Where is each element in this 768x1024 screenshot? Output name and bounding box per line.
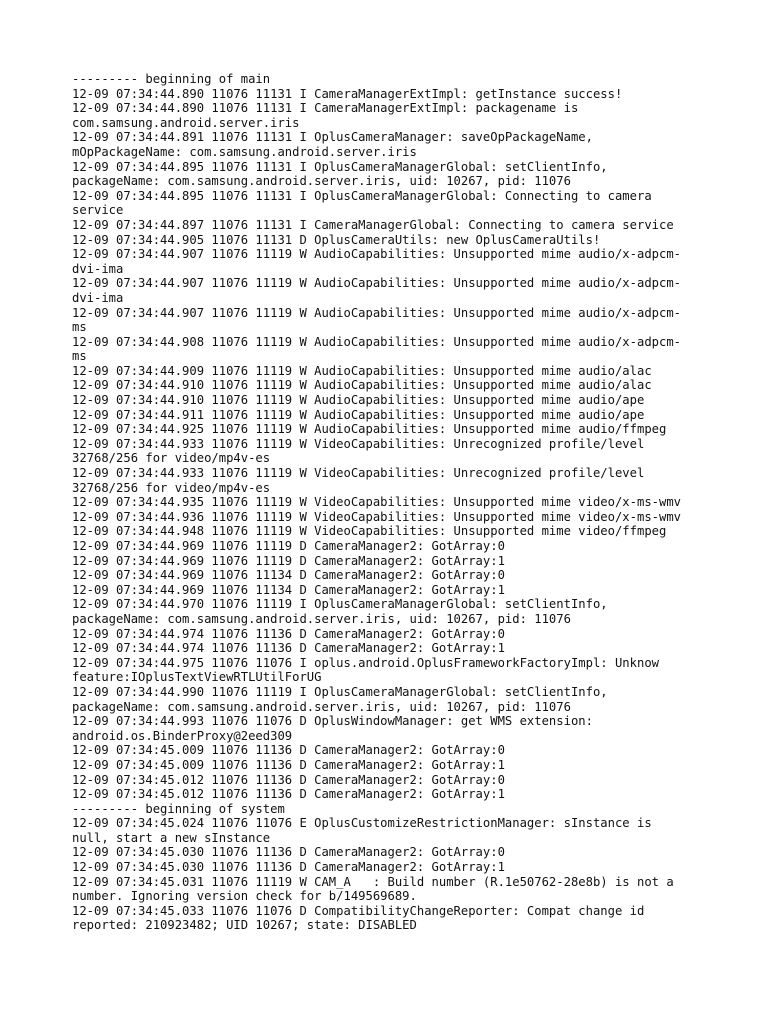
log-line: 12-09 07:34:44.907 11076 11119 W AudioCapabilities: Unsupported mime audio/x-adpcm- (72, 276, 682, 291)
log-line: 12-09 07:34:45.009 11076 11136 D CameraManager2: GotArray:1 (72, 757, 505, 772)
log-line: dvi-ima (72, 290, 124, 305)
log-line: 12-09 07:34:44.890 11076 11131 I CameraManagerExtImpl: getInstance success! (72, 86, 623, 101)
log-line: 12-09 07:34:44.974 11076 11136 D CameraManager2: GotArray:0 (72, 626, 505, 641)
log-line: 12-09 07:34:45.033 11076 11076 D CompatibilityChangeReporter: Compat change id (72, 903, 645, 918)
log-line: 12-09 07:34:44.990 11076 11119 I OplusCameraManagerGlobal: setClientInfo, (72, 684, 608, 699)
log-line: 12-09 07:34:44.911 11076 11119 W AudioCapabilities: Unsupported mime audio/ape (72, 407, 645, 422)
log-line: 12-09 07:34:44.933 11076 11119 W VideoCapabilities: Unrecognized profile/level (72, 466, 645, 481)
log-line: 12-09 07:34:44.908 11076 11119 W AudioCapabilities: Unsupported mime audio/x-adpcm- (72, 334, 682, 349)
log-line: packageName: com.samsung.android.server.iris, uid: 10267, pid: 11076 (72, 699, 571, 714)
log-line: 12-09 07:34:45.030 11076 11136 D CameraManager2: GotArray:0 (72, 845, 505, 860)
log-line: 12-09 07:34:44.933 11076 11119 W VideoCapabilities: Unrecognized profile/level (72, 436, 645, 451)
log-line: ms (72, 320, 87, 335)
log-line: packageName: com.samsung.android.server.iris, uid: 10267, pid: 11076 (72, 611, 571, 626)
log-line: android.os.BinderProxy@2eed309 (72, 728, 293, 743)
log-line: 12-09 07:34:44.935 11076 11119 W VideoCapabilities: Unsupported mime video/x-ms-wmv (72, 495, 682, 510)
log-line: packageName: com.samsung.android.server.iris, uid: 10267, pid: 11076 (72, 174, 571, 189)
log-line: reported: 210923482; UID 10267; state: DISABLED (72, 918, 417, 933)
log-line: 12-09 07:34:44.891 11076 11131 I OplusCameraManager: saveOpPackageName, (72, 130, 593, 145)
log-line: 12-09 07:34:45.012 11076 11136 D CameraManager2: GotArray:1 (72, 787, 505, 802)
log-line: 12-09 07:34:44.993 11076 11076 D OplusWindowManager: get WMS extension: (72, 714, 593, 729)
log-line: 12-09 07:34:44.897 11076 11131 I CameraManagerGlobal: Connecting to camera service (72, 217, 674, 232)
log-line: dvi-ima (72, 261, 124, 276)
log-line: service (72, 203, 124, 218)
log-line: 12-09 07:34:45.031 11076 11119 W CAM_A : Build number (R.1e50762-28e8b) is not a (72, 874, 674, 889)
log-line: feature:IOplusTextViewRTLUtilForUG (72, 670, 322, 685)
log-line: 12-09 07:34:44.895 11076 11131 I OplusCameraManagerGlobal: setClientInfo, (72, 159, 608, 174)
log-line: 12-09 07:34:44.969 11076 11119 D CameraManager2: GotArray:0 (72, 539, 505, 553)
log-line: 12-09 07:34:44.925 11076 11119 W AudioCapabilities: Unsupported mime audio/ffmpeg (72, 422, 667, 437)
log-line: 12-09 07:34:45.024 11076 11076 E OplusCustomizeRestrictionManager: sInstance is (72, 816, 652, 831)
log-line: 12-09 07:34:44.907 11076 11119 W AudioCapabilities: Unsupported mime audio/x-adpcm- (72, 247, 682, 262)
log-line: 12-09 07:34:45.009 11076 11136 D CameraManager2: GotArray:0 (72, 743, 505, 758)
log-line: 12-09 07:34:44.890 11076 11131 I CameraManagerExtImpl: packagename is (72, 101, 579, 116)
log-line: 12-09 07:34:44.910 11076 11119 W AudioCapabilities: Unsupported mime audio/alac (72, 378, 652, 393)
log-line: 12-09 07:34:44.910 11076 11119 W AudioCapabilities: Unsupported mime audio/ape (72, 393, 645, 408)
log-line: 12-09 07:34:44.905 11076 11131 D OplusCameraUtils: new OplusCameraUtils! (72, 232, 601, 247)
log-line: 12-09 07:34:44.909 11076 11119 W AudioCapabilities: Unsupported mime audio/alac (72, 363, 652, 378)
log-line: 12-09 07:34:44.936 11076 11119 W VideoCapabilities: Unsupported mime video/x-ms-wmv (72, 509, 682, 524)
log-text-block (72, 72, 712, 933)
log-line: 32768/256 for video/mp4v-es (72, 451, 271, 466)
log-line: 12-09 07:34:44.970 11076 11119 I OplusCameraManagerGlobal: setClientInfo, (72, 597, 608, 612)
log-line: com.samsung.android.server.iris (72, 115, 300, 130)
log-line: 32768/256 for video/mp4v-es (72, 480, 271, 495)
log-line: --------- beginning of main (72, 72, 271, 86)
log-line: 12-09 07:34:44.974 11076 11136 D CameraManager2: GotArray:1 (72, 641, 505, 656)
log-line: 12-09 07:34:44.969 11076 11134 D CameraManager2: GotArray:1 (72, 582, 505, 597)
log-line: number. Ignoring version check for b/149569689. (72, 889, 417, 904)
log-line: 12-09 07:34:44.948 11076 11119 W VideoCapabilities: Unsupported mime video/ffmpeg (72, 524, 667, 539)
log-line: 12-09 07:34:44.969 11076 11119 D CameraManager2: GotArray:1 (72, 553, 505, 568)
log-line: null, start a new sInstance (72, 830, 271, 845)
log-line: mOpPackageName: com.samsung.android.server.iris (72, 144, 417, 159)
log-line: 12-09 07:34:45.012 11076 11136 D CameraManager2: GotArray:0 (72, 772, 505, 787)
log-line: --------- beginning of system (72, 801, 285, 816)
log-line: 12-09 07:34:44.969 11076 11134 D CameraManager2: GotArray:0 (72, 568, 505, 583)
log-line: 12-09 07:34:45.030 11076 11136 D CameraManager2: GotArray:1 (72, 860, 505, 875)
log-line: 12-09 07:34:44.895 11076 11131 I OplusCameraManagerGlobal: Connecting to camera (72, 188, 652, 203)
log-line: 12-09 07:34:44.907 11076 11119 W AudioCapabilities: Unsupported mime audio/x-adpcm- (72, 305, 682, 320)
log-line: 12-09 07:34:44.975 11076 11076 I oplus.android.OplusFrameworkFactoryImpl: Unknow (72, 655, 659, 670)
log-line: ms (72, 349, 87, 364)
